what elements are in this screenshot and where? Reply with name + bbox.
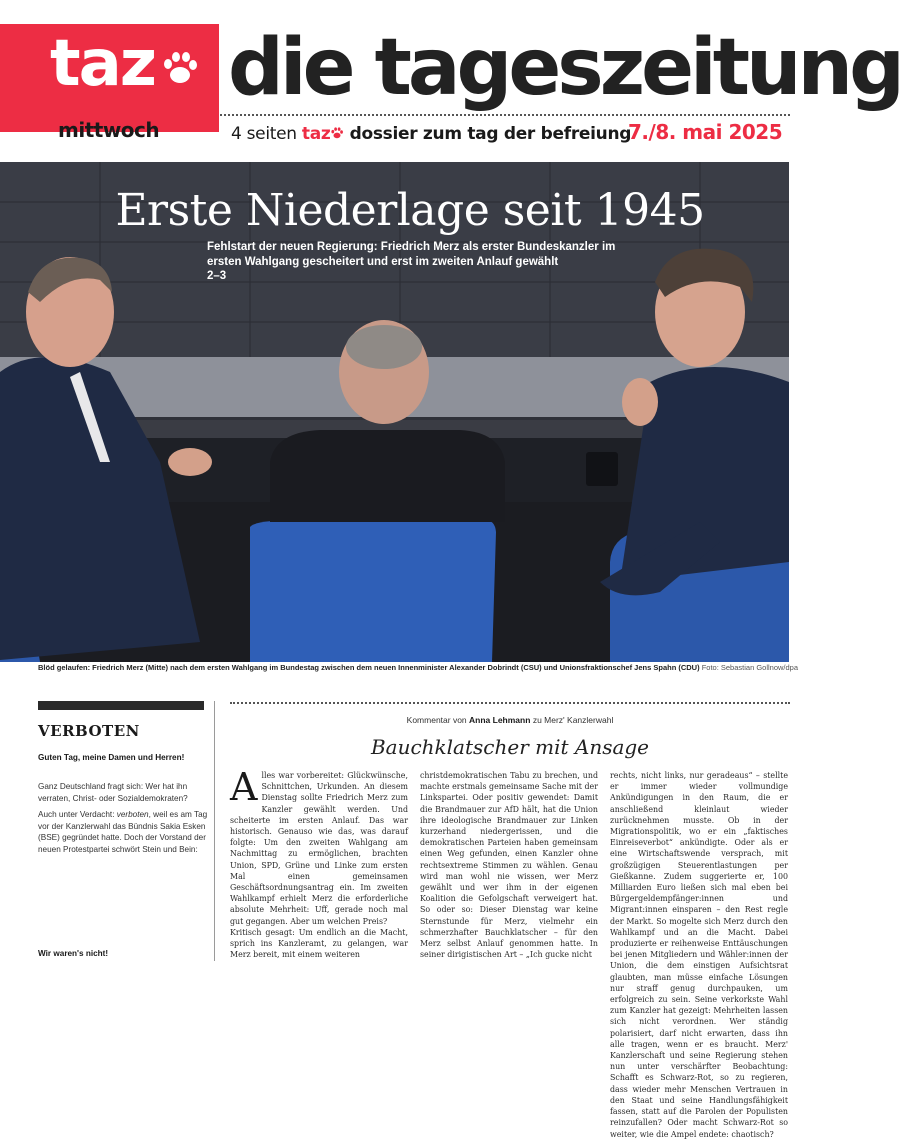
sidebar-text-segment: , weil es am Tag vor der Kanzlerwahl das Bündnis Sakia Esken (BSE) gegründet hatte. Doch der Vorstand der neuen Protestpartei schwört Stein und Bein: xyxy=(38,810,208,854)
dossier-topic: dossier zum tag der befreiung xyxy=(349,124,632,144)
lead-photo[interactable] xyxy=(0,162,789,660)
newspaper-title: die tageszeitung xyxy=(228,23,901,113)
sidebar-closing: Wir waren's nicht! xyxy=(38,949,109,958)
commentary-title[interactable]: Bauchklatscher mit Ansage xyxy=(370,735,650,759)
sidebar-greeting: Guten Tag, meine Damen und Herren! xyxy=(38,753,185,762)
photo-credit: Foto: Sebastian Gollnow/dpa xyxy=(701,663,799,672)
sidebar-paragraph xyxy=(38,809,208,855)
commentary-kicker xyxy=(230,715,790,725)
paw-icon xyxy=(160,48,200,88)
sidebar-paragraph: Ganz Deutschland fragt sich: Wer hat ihn verraten, Christ- oder Sozialdemokraten? xyxy=(38,782,188,803)
commentary-paragraph: rechts, nicht links, nur geradeaus“ – stellte er immer wieder vollmundige Ankündigungen in den Raum, die er anschließend kleinlaut wieder zurücknehmen musste. Ob in der Migrationspolitik, wo er ein „faktisches Einreiseverbot“ ankündigte. Oder als er eine Wirtschaftswende versprach, mit großzügigen Steuerentlastungen per Gießkanne. Zudem suggerierte er, 100 Milliarden Euro ließen sich mal eben bei Bürgergeldempfänger:innen und Migrant:innen einsparen – den Rest regle der Markt. So mogelte sich Merz durch den Wahlkampf und an die Macht. Dabei produzierte er reihenweise Enttäuschungen bei jenen Mitgliedern und Wähler:innen der Union, die dem einstigen Aufsichtsrat glaubten, man müsse einfache Lösungen nur straff genug durchpauken, um erfolgreich zu sein. Seine verkorkste Wahl zum Kanzler hat gezeigt: Mehrheiten lassen sich nicht verordnen. Wer ständig polarisiert, darf nicht erwarten, dass ihn alle tragen, wenn er es braucht. Merz' Kanzlerschaft und seine Regierung stehen nun unter verschärfter Beobachtung: Schafft es Schwarz-Rot, so zu regieren, dass wieder mehr Menschen Vertrauen in den Staat und seine Handlungsfähigkeit fassen, statt auf die Parolen der Populisten reinzufallen? Oder macht Schwarz-Rot so weiter, wie die Ampel endete: chaotisch? xyxy=(610,771,788,1139)
drop-cap: A xyxy=(230,765,258,809)
commentary-column-3 xyxy=(610,770,788,1139)
sidebar-text-segment: Auch unter Verdacht: xyxy=(38,810,117,819)
dossier-prefix: 4 seiten xyxy=(231,124,297,144)
sidebar-divider xyxy=(214,701,215,961)
sidebar-bar xyxy=(38,701,204,710)
caption-text: Blöd gelaufen: Friedrich Merz (Mitte) nach dem ersten Wahlgang im Bundestag zwischen dem neuen Innenminister Alexander Dobrindt (CSU) und Unionsfraktionschef Jens Spahn (CDU) xyxy=(38,663,700,672)
commentary-divider xyxy=(230,702,790,704)
dossier-brand: taz xyxy=(301,124,331,144)
taz-logo-wordmark[interactable]: taz xyxy=(50,27,156,101)
paw-icon xyxy=(330,126,344,140)
commentary-paragraph: christdemokratischen Tabu zu brechen, und machte erstmals gemeinsame Sache mit der Linkspartei. Oder positiv gewendet: Damit die Brandmauer zur AfD hält, hat die Union ihre ideologische Brandmauer zur Linken kurzerhand niedergerissen, und die demokratischen Parteien haben gemeinsam einen Weg gefunden, einen Kanzler ohne rechtsextreme Stimmen zu wählen. Genau wird man wohl nie wissen, wer Merz gewählt und wer ihm in der eigenen Koalition die Gefolgschaft verweigert hat. So oder so: Dieser Dienstag war keine Sternstunde für Merz, vielmehr ein schmerzhafter Bauchklatscher – für den Merz selbst Anlauf genommen hatte. In seiner dirigistischen Art – „Ich gucke nicht xyxy=(420,771,598,960)
bundestag-scene-illustration xyxy=(0,162,789,660)
commentary-author[interactable]: Anna Lehmann xyxy=(469,715,531,725)
lead-subheadline: Fehlstart der neuen Regierung: Friedrich Merz als erster Bundeskanzler im ersten Wahlgang gescheitert und erst im zweiten Anlauf gewählt xyxy=(207,241,616,268)
commentary-column-1 xyxy=(230,765,408,960)
commentary-paragraph: lles war vorbereitet: Glückwünsche, Schnittchen, Urkunden. An diesem Dienstag sollte Friedrich Merz zum Kanzler gewählt werden. Und scheiterte im ersten Anlauf. Das war historisch. Genauso wie das, was darauf folgte: Um den zweiten Wahlgang am Nachmittag zu ermöglichen, brachten Union, SPD, Grüne und Linke zum ersten Mal einen gemeinsamen Geschäftsordnungsantrag ein. Im zweiten Wahlkampf erhielt Merz die erforderliche absolute Mehrheit: Uff, gerade noch mal gut gegangen. Aber um welchen Preis? xyxy=(230,771,408,926)
lead-headline[interactable]: Erste Niederlage seit 1945 xyxy=(115,185,705,236)
weekday-label: mittwoch xyxy=(58,118,160,142)
sidebar-title: VERBOTEN xyxy=(38,722,140,740)
kicker-suffix: zu Merz' Kanzlerwahl xyxy=(532,715,614,725)
issue-date: 7./8. mai 2025 xyxy=(628,120,783,144)
photo-caption xyxy=(38,663,798,672)
kicker-prefix: Kommentar von xyxy=(406,715,467,725)
commentary-paragraph: Kritisch gesagt: Um endlich an die Macht, sprich ins Kanzleramt, zu gelangen, war Merz bereit, mit einem weiteren xyxy=(230,927,408,960)
sidebar-emphasis: verboten xyxy=(116,810,149,819)
dossier-teaser[interactable] xyxy=(231,124,631,144)
commentary-column-2 xyxy=(420,770,598,960)
lead-page-reference[interactable]: 2–3 xyxy=(207,270,227,282)
masthead-divider xyxy=(220,114,790,116)
